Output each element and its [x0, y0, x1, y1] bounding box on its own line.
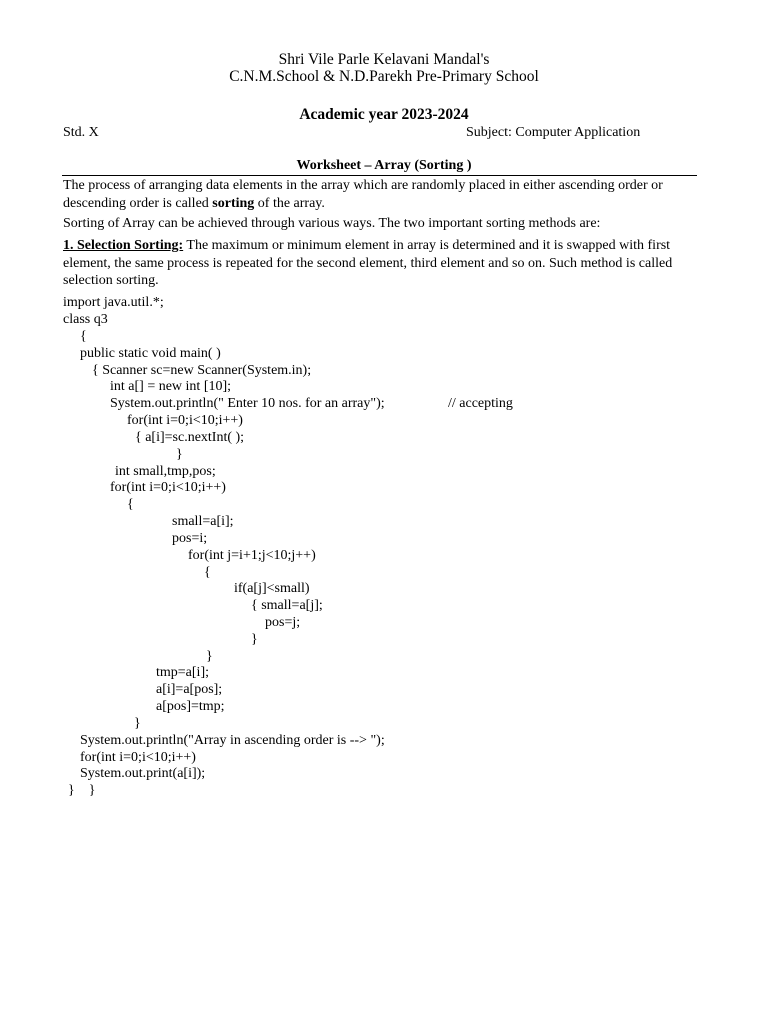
intro-text-before: The process of arranging data elements in the array which are randomly placed in either ascending order or descending order is called — [63, 178, 663, 211]
academic-year: Academic year 2023-2024 — [299, 106, 469, 123]
code-line: for(int i=0;i<10;i++) — [80, 750, 196, 765]
worksheet-title: Worksheet – Array (Sorting ) — [296, 158, 472, 173]
code-comment: // accepting — [448, 396, 513, 411]
subject-label: Subject: Computer Application — [466, 125, 641, 140]
code-line: { a[i]=sc.nextInt( ); — [135, 430, 245, 445]
intro-text-after: of the array. — [254, 195, 325, 211]
selection-sorting-paragraph — [63, 237, 699, 290]
code-line: a[pos]=tmp; — [156, 699, 225, 714]
code-line: int a[] = new int [10]; — [110, 379, 232, 394]
code-line: int small,tmp,pos; — [115, 464, 216, 479]
code-line: { — [127, 497, 134, 512]
code-line: { Scanner sc=new Scanner(System.in); — [92, 363, 312, 378]
code-line: for(int j=i+1;j<10;j++) — [188, 548, 316, 563]
code-line: { small=a[j]; — [251, 598, 323, 613]
code-line: small=a[i]; — [172, 514, 234, 529]
code-line: for(int i=0;i<10;i++) — [110, 480, 226, 495]
school-name: C.N.M.School & N.D.Parekh Pre-Primary School — [229, 68, 539, 85]
code-line: } } — [68, 783, 96, 798]
title-rule — [62, 175, 697, 176]
code-line: tmp=a[i]; — [156, 665, 209, 680]
code-line: System.out.println("Array in ascending order is --> "); — [80, 733, 385, 748]
code-line: public static void main( ) — [80, 346, 221, 361]
code-line: { — [80, 329, 87, 344]
institution-name: Shri Vile Parle Kelavani Mandal's — [278, 51, 490, 68]
code-line: } — [134, 716, 141, 731]
code-line: } — [176, 447, 183, 462]
selection-sorting-heading: 1. Selection Sorting: — [63, 238, 184, 253]
sorting-methods-paragraph: Sorting of Array can be achieved through various ways. The two important sorting methods are: — [63, 216, 601, 231]
code-line: import java.util.*; — [63, 295, 164, 310]
intro-paragraph — [63, 177, 699, 212]
code-line: { — [204, 565, 211, 580]
code-line: a[i]=a[pos]; — [156, 682, 223, 697]
std-label: Std. X — [63, 125, 99, 140]
code-line: pos=i; — [172, 531, 208, 546]
intro-text-bold: sorting — [212, 195, 255, 211]
code-line: System.out.println(" Enter 10 nos. for an array"); — [110, 396, 385, 411]
selection-sorting-text: The maximum or minimum element in array is determined and it is swapped with first element, the same process is repeated for the second element, third element and so on. Such method is called selection sorting. — [63, 238, 673, 288]
code-line: class q3 — [63, 312, 108, 327]
code-line: pos=j; — [265, 615, 301, 630]
code-line: if(a[j]<small) — [234, 581, 310, 596]
code-line: System.out.print(a[i]); — [80, 766, 206, 781]
code-line: for(int i=0;i<10;i++) — [127, 413, 243, 428]
code-line: } — [206, 649, 213, 664]
code-line: } — [251, 632, 258, 647]
